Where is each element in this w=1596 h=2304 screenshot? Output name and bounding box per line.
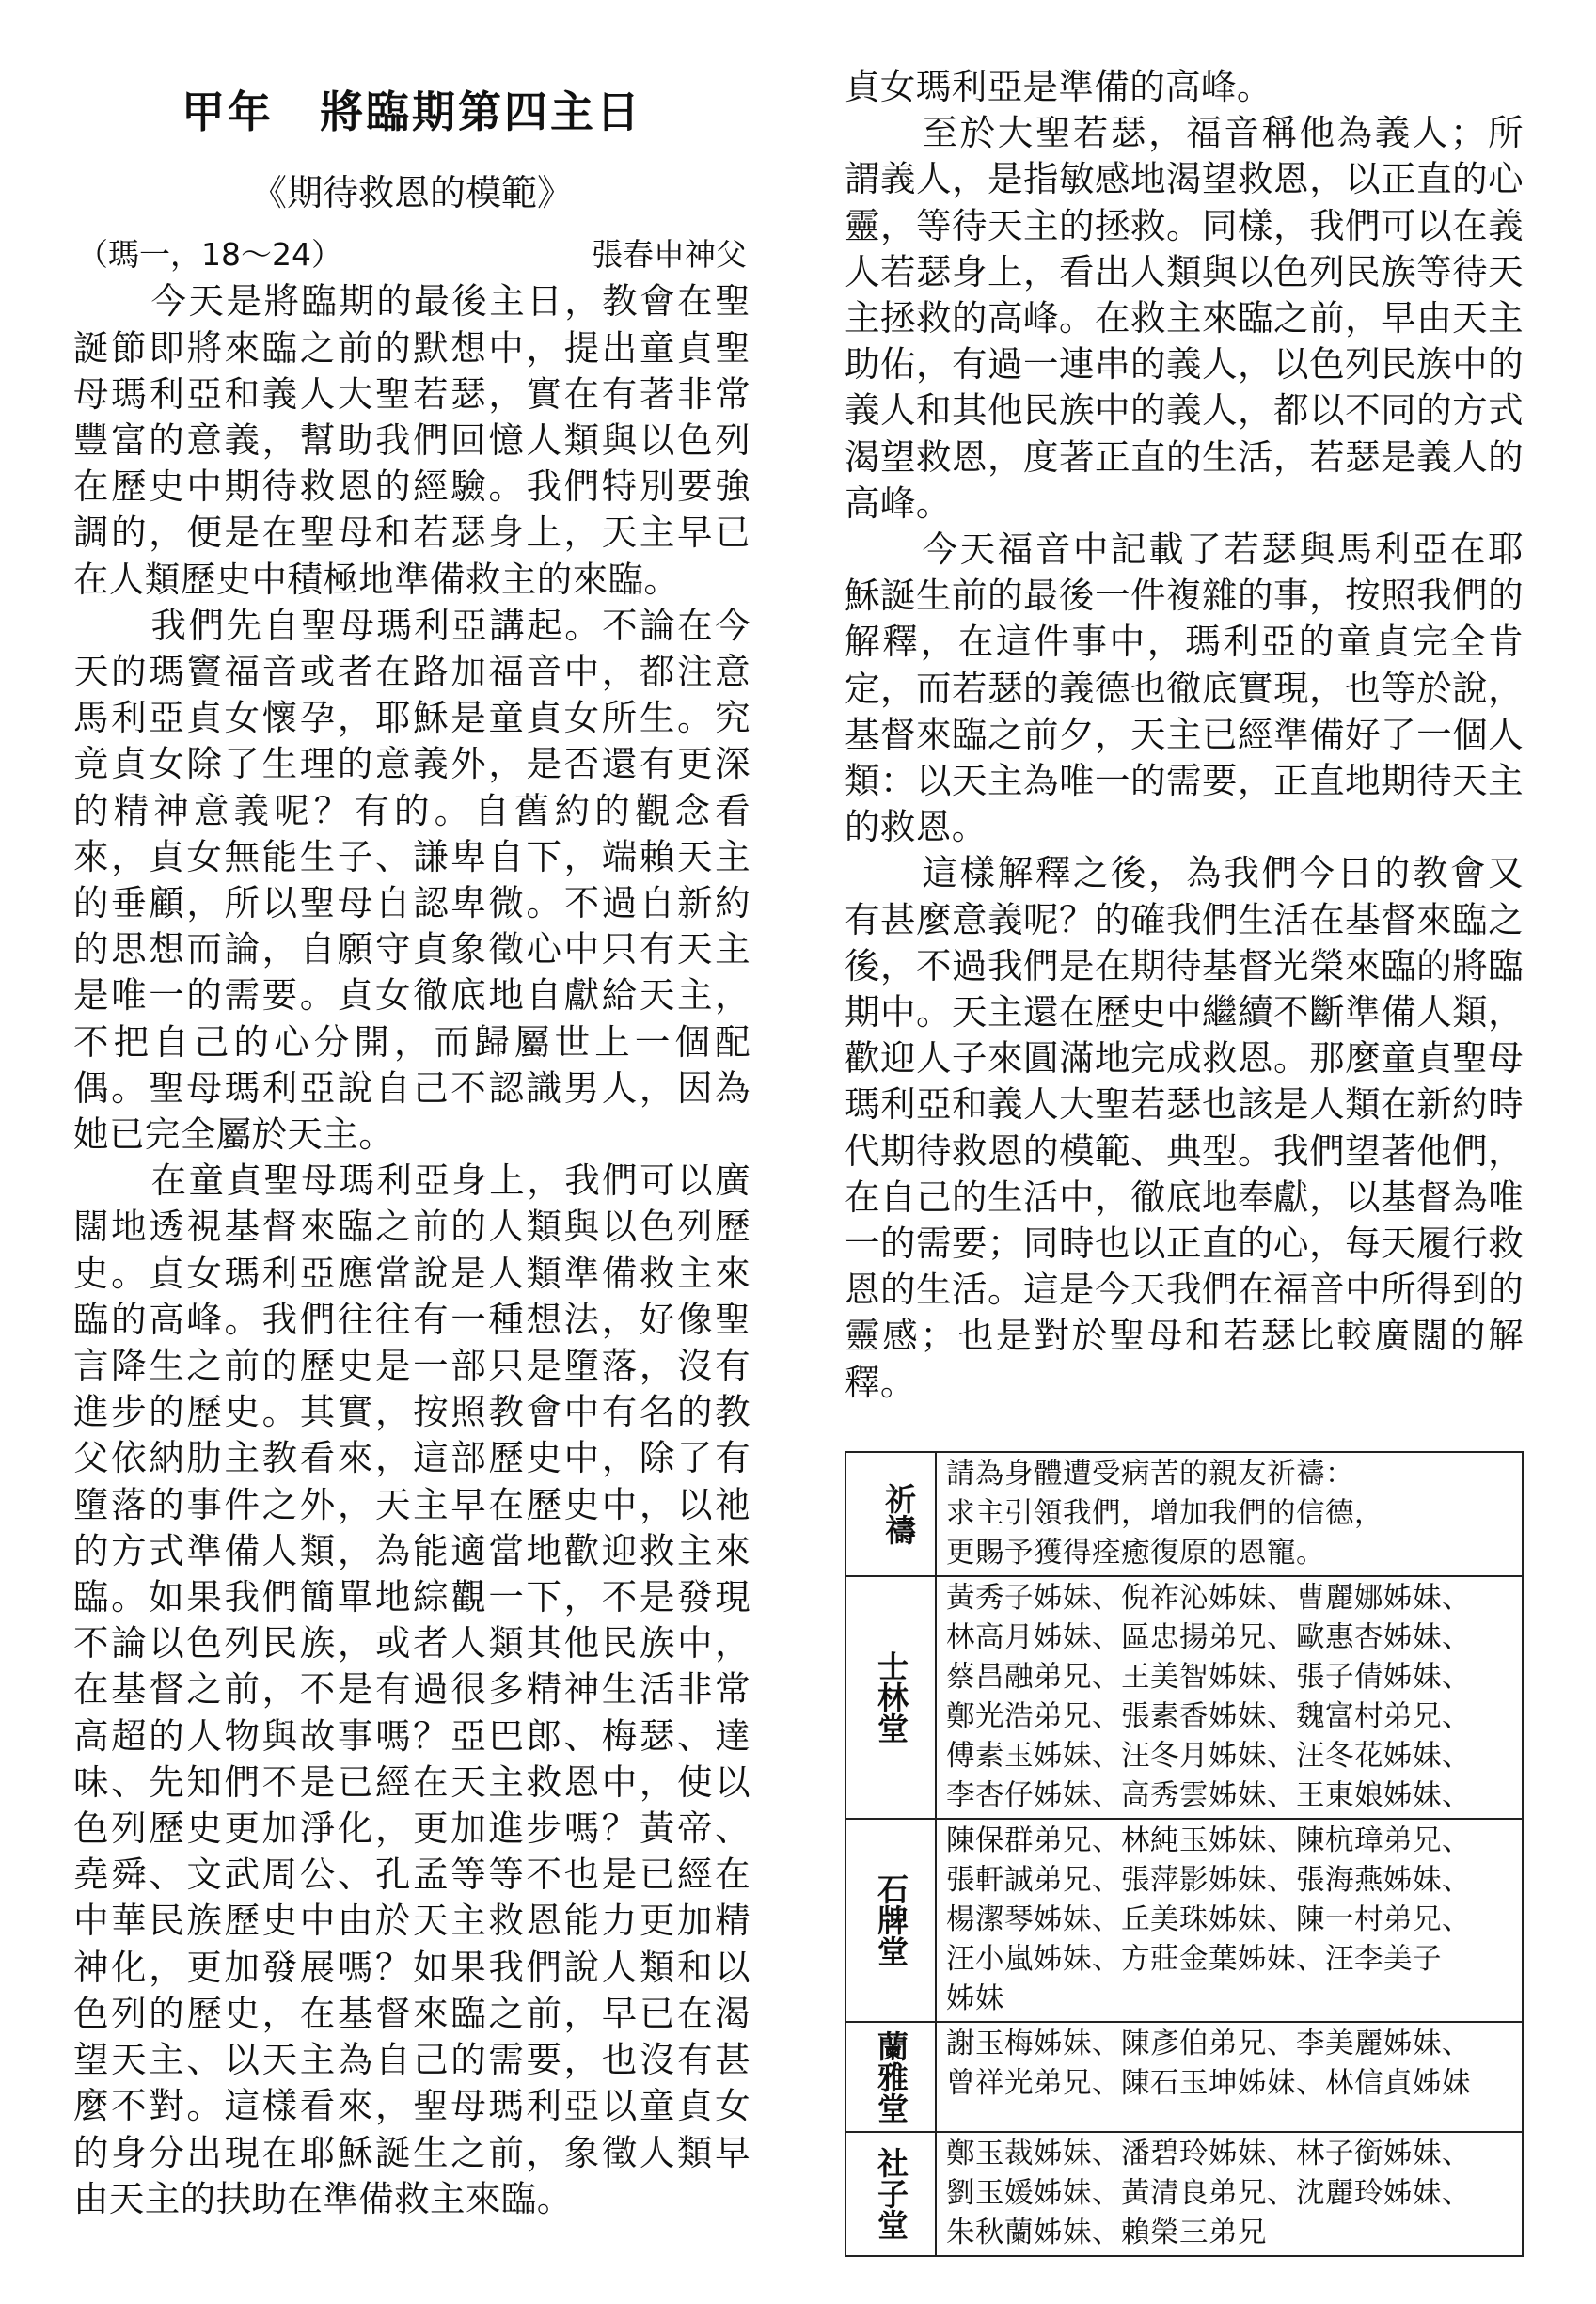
author-name: 張春申神父 xyxy=(592,235,747,273)
prayer-intention xyxy=(936,1452,1523,1576)
left-paragraph: 我們先自聖母瑪利亞講起。不論在今天的瑪竇福音或者在路加福音中，都注意馬利亞貞女懷孕，耶穌是童貞女所生。究竟貞女除了生理的意義外，是否還有更深的精神意義呢？有的。自舊約的觀念看來，貞女無能生子、謙卑自下，端賴天主的垂顧，所以聖母自認卑微。不過自新約的思想而論，自願守貞象徵心中只有天主是唯一的需要。貞女徹底地自獻給天主，不把自己的心分開，而歸屬世上一個配偶。聖母瑪利亞說自己不認識男人，因為她已完全屬於天主。 xyxy=(73,604,751,1156)
names-line: 楊潔琴姊妹、丘美珠姊妹、陳一村弟兄、 xyxy=(946,1902,1471,1936)
prayer-line: 更賜予獲得痊癒復原的恩寵。 xyxy=(946,1536,1325,1570)
scripture-reference: （瑪一，18～24） xyxy=(77,235,342,273)
prayer-line: 求主引領我們，增加我們的信德， xyxy=(946,1496,1383,1530)
names-line: 張軒誠弟兄、張萍影姊妹、張海燕姊妹、 xyxy=(946,1863,1471,1897)
prayer-list-table xyxy=(845,1451,1524,2257)
reading-meta xyxy=(73,236,751,274)
parish-names xyxy=(936,2022,1523,2132)
names-line: 朱秋蘭姊妹、賴榮三弟兄 xyxy=(946,2216,1267,2249)
parish-label: 蘭雅堂 xyxy=(845,2022,936,2132)
parish-names xyxy=(936,2132,1523,2256)
parish-row-shipai xyxy=(845,1819,1523,2022)
right-paragraph: 這樣解釋之後，為我們今日的教會又有甚麼意義呢？的確我們生活在基督來臨之後，不過我們是在期待基督光榮來臨的將臨期中。天主還在歷史中繼續不斷準備人類，歡迎人子來圓滿地完成救恩。那麼童貞聖母瑪利亞和義人大聖若瑟也該是人類在新約時代期待救恩的模範、典型。我們望著他們，在自己的生活中，徹底地奉獻，以基督為唯一的需要；同時也以正直的心，每天履行救恩的生活。這是今天我們在福音中所得到的靈感；也是對於聖母和若瑟比較廣闊的解釋。 xyxy=(845,852,1524,1403)
names-line: 李杏仔姊妹、高秀雲姊妹、王東娘姊妹、 xyxy=(946,1778,1471,1812)
names-line: 黃秀子姊妹、倪祚沁姊妹、曹麗娜姊妹、 xyxy=(946,1581,1471,1615)
parish-label: 社子堂 xyxy=(845,2132,936,2256)
right-paragraph: 今天福音中記載了若瑟與馬利亞在耶穌誕生前的最後一件複雜的事，按照我們的解釋，在這件事中，瑪利亞的童貞完全肯定，而若瑟的義德也徹底實現，也等於說，基督來臨之前夕，天主已經準備好了一個人類：以天主為唯一的需要，正直地期待天主的救恩。 xyxy=(845,529,1524,848)
parish-row-lanya xyxy=(845,2022,1523,2132)
page-title: 甲年 將臨期第四主日 xyxy=(182,87,642,137)
names-line: 傅素玉姊妹、汪冬月姊妹、汪冬花姊妹、 xyxy=(946,1739,1471,1773)
parish-names xyxy=(936,1819,1523,2022)
page-subtitle: 《期待救恩的模範》 xyxy=(250,172,573,214)
right-paragraph: 至於大聖若瑟，福音稱他為義人；所謂義人，是指敏感地渴望救恩，以正直的心靈，等待天主的拯救。同樣，我們可以在義人若瑟身上，看出人類與以色列民族等待天主拯救的高峰。在救主來臨之前，早由天主助佑，有過一連串的義人，以色列民族中的義人和其他民族中的義人，都以不同的方式渴望救恩，度著正直的生活，若瑟是義人的高峰。 xyxy=(845,112,1524,524)
right-column xyxy=(845,64,1524,2257)
parish-names xyxy=(936,1576,1523,1819)
names-line: 汪小嵐姊妹、方莊金葉姊妹、汪李美子 xyxy=(946,1942,1442,1976)
parish-label: 石牌堂 xyxy=(845,1819,936,2022)
parish-label: 士林堂 xyxy=(845,1576,936,1819)
names-line: 蔡昌融弟兄、王美智姊妹、張子倩姊妹、 xyxy=(946,1660,1471,1694)
prayer-line: 請為身體遭受病苦的親友祈禱： xyxy=(946,1457,1354,1491)
names-line: 曾祥光弟兄、陳石玉坤姊妹、林信貞姊妹 xyxy=(946,2066,1471,2100)
prayer-label: 祈禱 xyxy=(845,1452,936,1576)
names-line: 林高月姊妹、區忠揚弟兄、歐惠杏姊妹、 xyxy=(946,1620,1471,1654)
names-line: 鄭光浩弟兄、張素香姊妹、魏富村弟兄、 xyxy=(946,1699,1471,1733)
parish-row-shilin xyxy=(845,1576,1523,1819)
prayer-row xyxy=(845,1452,1523,1576)
names-line: 劉玉媛姊妹、黃清良弟兄、沈麗玲姊妹、 xyxy=(946,2176,1471,2210)
names-line: 謝玉梅姊妹、陳彥伯弟兄、李美麗姊妹、 xyxy=(946,2027,1471,2060)
names-line: 陳保群弟兄、林純玉姊妹、陳杭璋弟兄、 xyxy=(946,1823,1471,1857)
parish-row-shezi xyxy=(845,2132,1523,2256)
names-line: 姊妹 xyxy=(946,1981,1004,2015)
left-column xyxy=(73,75,751,2222)
left-paragraph: 今天是將臨期的最後主日，教會在聖誕節即將來臨之前的默想中，提出童貞聖母瑪利亞和義人大聖若瑟，實在有著非常豐富的意義，幫助我們回憶人類與以色列在歷史中期待救恩的經驗。我們特別要強調的，便是在聖母和若瑟身上，天主早已在人類歷史中積極地準備救主的來臨。 xyxy=(73,280,751,600)
right-paragraph: 貞女瑪利亞是準備的高峰。 xyxy=(845,66,1272,107)
left-paragraph: 在童貞聖母瑪利亞身上，我們可以廣闊地透視基督來臨之前的人類與以色列歷史。貞女瑪利亞應當說是人類準備救主來臨的高峰。我們往往有一種想法，好像聖言降生之前的歷史是一部只是墮落，沒有進步的歷史。其實，按照教會中有名的教父依納肋主教看來，這部歷史中，除了有墮落的事件之外，天主早在歷史中，以祂的方式準備人類，為能適當地歡迎救主來臨。如果我們簡單地綜觀一下，不是發現不論以色列民族，或者人類其他民族中，在基督之前，不是有過很多精神生活非常高超的人物與故事嗎？亞巴郎、梅瑟、達味、先知們不是已經在天主救恩中，使以色列歷史更加淨化，更加進步嗎？黃帝、堯舜、文武周公、孔孟等等不也是已經在中華民族歷史中由於天主救恩能力更加精神化，更加發展嗎？如果我們說人類和以色列的歷史，在基督來臨之前，早已在渴望天主、以天主為自己的需要，也沒有甚麼不對。這樣看來，聖母瑪利亞以童貞女的身分出現在耶穌誕生之前，象徵人類早由天主的扶助在準備救主來臨。 xyxy=(73,1160,751,2219)
names-line: 鄭玉裁姊妹、潘碧玲姊妹、林子銜姊妹、 xyxy=(946,2137,1471,2170)
